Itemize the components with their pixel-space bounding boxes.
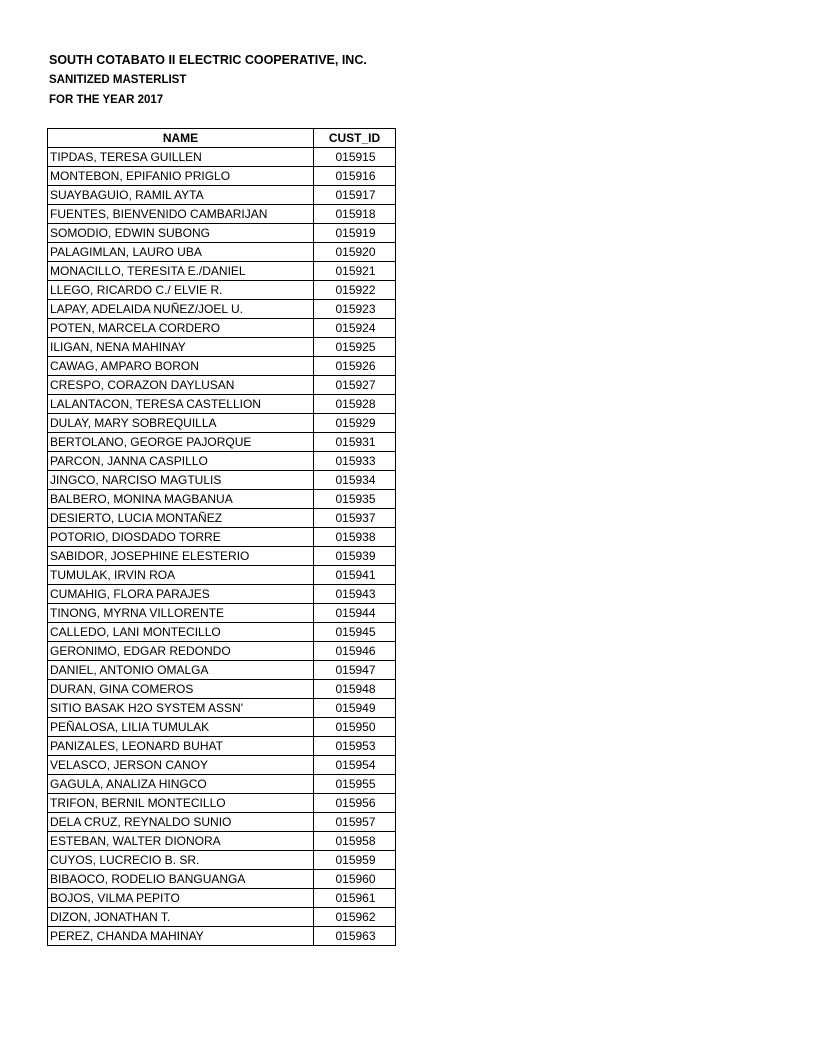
customer-name-cell: PEÑALOSA, LILIA TUMULAK <box>48 718 314 737</box>
customer-name-cell: ESTEBAN, WALTER DIONORA <box>48 832 314 851</box>
table-row <box>48 186 396 205</box>
table-row <box>48 832 396 851</box>
customer-id-cell: 015955 <box>314 775 396 794</box>
customer-name-cell: DURAN, GINA COMEROS <box>48 680 314 699</box>
customer-name-cell: MONTEBON, EPIFANIO PRIGLO <box>48 167 314 186</box>
table-row <box>48 775 396 794</box>
customer-name-cell: PALAGIMLAN, LAURO UBA <box>48 243 314 262</box>
table-row <box>48 566 396 585</box>
customer-id-cell: 015935 <box>314 490 396 509</box>
column-header-cust-id: CUST_ID <box>314 129 396 148</box>
table-row <box>48 585 396 604</box>
customer-id-cell: 015957 <box>314 813 396 832</box>
table-row <box>48 262 396 281</box>
table-row <box>48 756 396 775</box>
customer-id-cell: 015931 <box>314 433 396 452</box>
customer-id-cell: 015934 <box>314 471 396 490</box>
customer-name-cell: CAWAG, AMPARO BORON <box>48 357 314 376</box>
customer-id-cell: 015937 <box>314 509 396 528</box>
customer-id-cell: 015933 <box>314 452 396 471</box>
customer-id-cell: 015943 <box>314 585 396 604</box>
customer-id-cell: 015928 <box>314 395 396 414</box>
table-row <box>48 889 396 908</box>
customer-name-cell: TINONG, MYRNA VILLORENTE <box>48 604 314 623</box>
customer-id-cell: 015917 <box>314 186 396 205</box>
customer-name-cell: BOJOS, VILMA PEPITO <box>48 889 314 908</box>
table-row <box>48 357 396 376</box>
customer-name-cell: VELASCO, JERSON CANOY <box>48 756 314 775</box>
customer-id-cell: 015923 <box>314 300 396 319</box>
table-row <box>48 737 396 756</box>
customer-name-cell: CRESPO, CORAZON DAYLUSAN <box>48 376 314 395</box>
customer-id-cell: 015921 <box>314 262 396 281</box>
table-row <box>48 433 396 452</box>
customer-id-cell: 015918 <box>314 205 396 224</box>
document-header <box>49 50 367 110</box>
table-row <box>48 870 396 889</box>
table-row <box>48 794 396 813</box>
column-header-name: NAME <box>48 129 314 148</box>
customer-name-cell: CUMAHIG, FLORA PARAJES <box>48 585 314 604</box>
customer-id-cell: 015947 <box>314 661 396 680</box>
customer-id-cell: 015929 <box>314 414 396 433</box>
customer-name-cell: JINGCO, NARCISO MAGTULIS <box>48 471 314 490</box>
customer-id-cell: 015926 <box>314 357 396 376</box>
table-row <box>48 395 396 414</box>
customer-id-cell: 015945 <box>314 623 396 642</box>
table-row <box>48 661 396 680</box>
customer-name-cell: MONACILLO, TERESITA E./DANIEL <box>48 262 314 281</box>
customer-name-cell: DANIEL, ANTONIO OMALGA <box>48 661 314 680</box>
customer-name-cell: SABIDOR, JOSEPHINE ELESTERIO <box>48 547 314 566</box>
customer-name-cell: BALBERO, MONINA MAGBANUA <box>48 490 314 509</box>
table-body <box>48 148 396 946</box>
table-row <box>48 243 396 262</box>
customer-id-cell: 015961 <box>314 889 396 908</box>
customer-name-cell: DELA CRUZ, REYNALDO SUNIO <box>48 813 314 832</box>
customer-name-cell: PANIZALES, LEONARD BUHAT <box>48 737 314 756</box>
customer-name-cell: BIBAOCO, RODELIO BANGUANGA <box>48 870 314 889</box>
customer-id-cell: 015949 <box>314 699 396 718</box>
customer-id-cell: 015939 <box>314 547 396 566</box>
table-row <box>48 927 396 946</box>
table-row <box>48 604 396 623</box>
customer-name-cell: POTEN, MARCELA CORDERO <box>48 319 314 338</box>
customer-id-cell: 015927 <box>314 376 396 395</box>
customer-name-cell: TUMULAK, IRVIN ROA <box>48 566 314 585</box>
customer-id-cell: 015954 <box>314 756 396 775</box>
customer-name-cell: DESIERTO, LUCIA MONTAÑEZ <box>48 509 314 528</box>
table-row <box>48 338 396 357</box>
table-row <box>48 718 396 737</box>
table-row <box>48 623 396 642</box>
customer-id-cell: 015960 <box>314 870 396 889</box>
customer-name-cell: SUAYBAGUIO, RAMIL AYTA <box>48 186 314 205</box>
customer-name-cell: FUENTES, BIENVENIDO CAMBARIJAN <box>48 205 314 224</box>
customer-name-cell: CALLEDO, LANI MONTECILLO <box>48 623 314 642</box>
table-row <box>48 699 396 718</box>
customer-id-cell: 015919 <box>314 224 396 243</box>
customer-name-cell: POTORIO, DIOSDADO TORRE <box>48 528 314 547</box>
customer-id-cell: 015948 <box>314 680 396 699</box>
customer-name-cell: GERONIMO, EDGAR REDONDO <box>48 642 314 661</box>
customer-id-cell: 015924 <box>314 319 396 338</box>
customer-name-cell: PARCON, JANNA CASPILLO <box>48 452 314 471</box>
customer-id-cell: 015963 <box>314 927 396 946</box>
table-row <box>48 414 396 433</box>
customer-id-cell: 015946 <box>314 642 396 661</box>
customer-id-cell: 015950 <box>314 718 396 737</box>
table-row <box>48 509 396 528</box>
document-subtitle: SANITIZED MASTERLIST <box>49 74 187 86</box>
customer-name-cell: SOMODIO, EDWIN SUBONG <box>48 224 314 243</box>
table-row <box>48 471 396 490</box>
customer-name-cell: TIPDAS, TERESA GUILLEN <box>48 148 314 167</box>
customer-name-cell: DIZON, JONATHAN T. <box>48 908 314 927</box>
customer-id-cell: 015959 <box>314 851 396 870</box>
table-row <box>48 205 396 224</box>
customer-name-cell: TRIFON, BERNIL MONTECILLO <box>48 794 314 813</box>
table-row <box>48 167 396 186</box>
table-row <box>48 813 396 832</box>
company-title: SOUTH COTABATO II ELECTRIC COOPERATIVE, INC. <box>49 53 367 67</box>
customer-name-cell: BERTOLANO, GEORGE PAJORQUE <box>48 433 314 452</box>
customer-name-cell: PEREZ, CHANDA MAHINAY <box>48 927 314 946</box>
customer-name-cell: LLEGO, RICARDO C./ ELVIE R. <box>48 281 314 300</box>
table-row <box>48 490 396 509</box>
document-year: FOR THE YEAR 2017 <box>49 94 164 106</box>
masterlist-table <box>47 128 396 946</box>
table-row <box>48 851 396 870</box>
table-row <box>48 547 396 566</box>
customer-id-cell: 015953 <box>314 737 396 756</box>
table-row <box>48 148 396 167</box>
customer-id-cell: 015962 <box>314 908 396 927</box>
customer-name-cell: DULAY, MARY SOBREQUILLA <box>48 414 314 433</box>
customer-id-cell: 015915 <box>314 148 396 167</box>
customer-id-cell: 015916 <box>314 167 396 186</box>
table-row <box>48 528 396 547</box>
customer-name-cell: CUYOS, LUCRECIO B. SR. <box>48 851 314 870</box>
customer-id-cell: 015938 <box>314 528 396 547</box>
customer-name-cell: SITIO BASAK H2O SYSTEM ASSN' <box>48 699 314 718</box>
table-row <box>48 376 396 395</box>
customer-id-cell: 015922 <box>314 281 396 300</box>
table-row <box>48 680 396 699</box>
customer-id-cell: 015944 <box>314 604 396 623</box>
table-row <box>48 319 396 338</box>
customer-id-cell: 015925 <box>314 338 396 357</box>
customer-name-cell: LALANTACON, TERESA CASTELLION <box>48 395 314 414</box>
table-row <box>48 908 396 927</box>
customer-name-cell: GAGULA, ANALIZA HINGCO <box>48 775 314 794</box>
customer-id-cell: 015920 <box>314 243 396 262</box>
customer-name-cell: LAPAY, ADELAIDA NUÑEZ/JOEL U. <box>48 300 314 319</box>
table-row <box>48 224 396 243</box>
customer-id-cell: 015958 <box>314 832 396 851</box>
table-row <box>48 281 396 300</box>
table-header-row <box>48 129 396 148</box>
customer-id-cell: 015941 <box>314 566 396 585</box>
table-row <box>48 452 396 471</box>
customer-name-cell: ILIGAN, NENA MAHINAY <box>48 338 314 357</box>
table-row <box>48 642 396 661</box>
customer-id-cell: 015956 <box>314 794 396 813</box>
table-row <box>48 300 396 319</box>
